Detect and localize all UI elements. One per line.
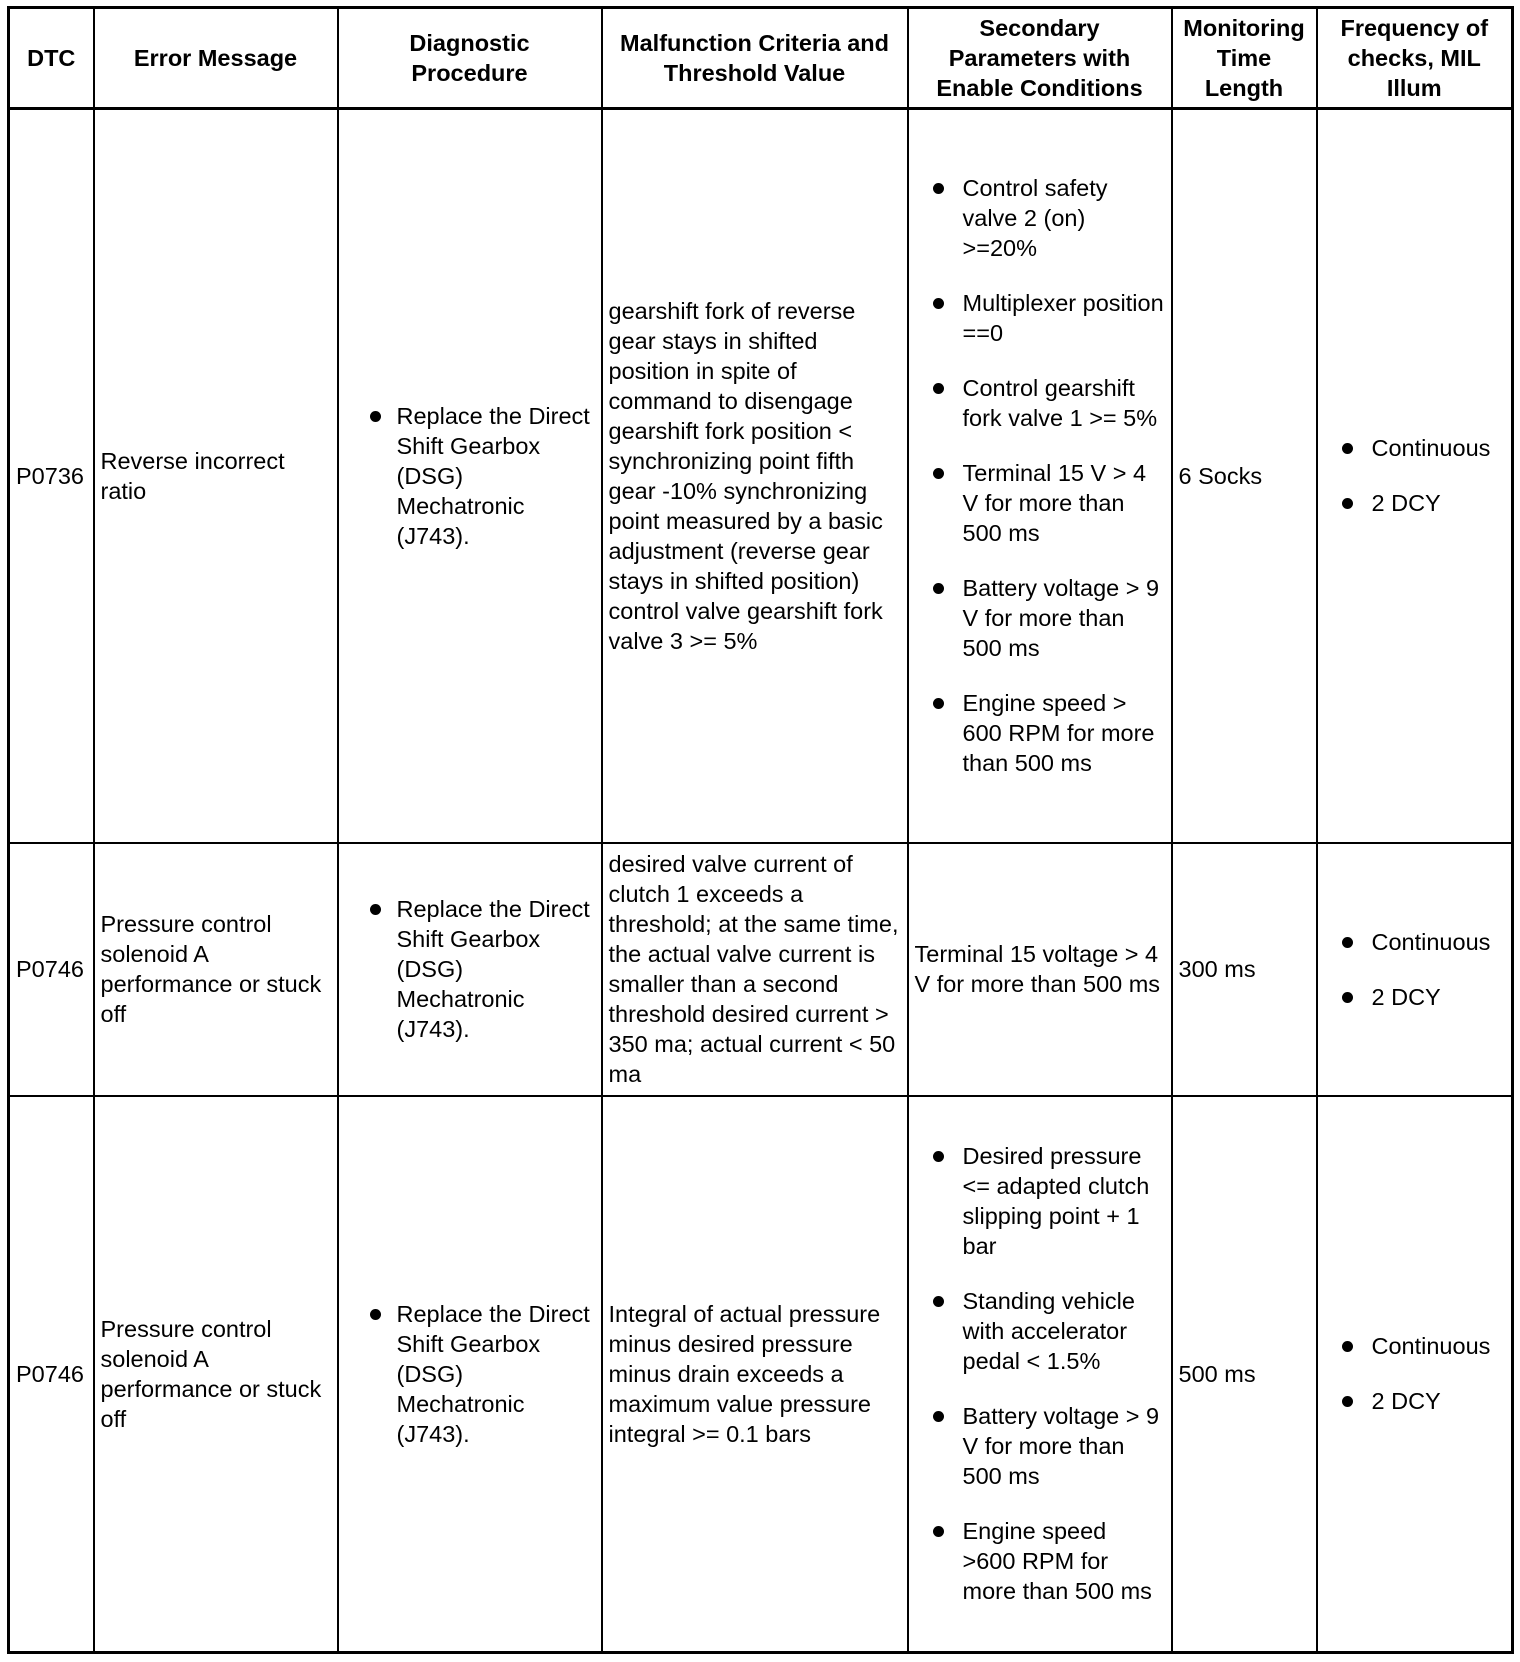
parameter-item: Standing vehicle with accelerator pedal < 1.5% <box>915 1286 1165 1376</box>
table-row <box>9 843 1513 1096</box>
secondary-parameters <box>908 1096 1172 1653</box>
header-malfunction-criteria: Malfunction Criteria and Threshold Value <box>602 8 908 109</box>
frequency-item: Continuous <box>1324 433 1506 463</box>
secondary-parameters <box>908 109 1172 843</box>
frequency-item: 2 DCY <box>1324 1386 1506 1416</box>
parameter-item: Desired pressure <= adapted clutch slipping point + 1 bar <box>915 1141 1165 1261</box>
parameter-item: Terminal 15 V > 4 V for more than 500 ms <box>915 458 1165 548</box>
parameter-item: Engine speed >600 RPM for more than 500 ms <box>915 1516 1165 1606</box>
frequency <box>1317 109 1513 843</box>
header-diagnostic-procedure: Diagnostic Procedure <box>338 8 602 109</box>
frequency <box>1317 843 1513 1096</box>
header-secondary-parameters: Secondary Parameters with Enable Conditions <box>908 8 1172 109</box>
diagnostic-procedure <box>338 843 602 1096</box>
parameter-item: Engine speed > 600 RPM for more than 500 ms <box>915 688 1165 778</box>
frequency <box>1317 1096 1513 1653</box>
monitoring-time: 6 Socks <box>1172 109 1317 843</box>
parameter-item: Control safety valve 2 (on) >=20% <box>915 173 1165 263</box>
parameter-item: Battery voltage > 9 V for more than 500 ms <box>915 573 1165 663</box>
header-error-message: Error Message <box>94 8 338 109</box>
error-message: Pressure control solenoid A performance or stuck off <box>94 1096 338 1653</box>
parameter-item: Control gearshift fork valve 1 >= 5% <box>915 373 1165 433</box>
procedure-item: Replace the Direct Shift Gearbox (DSG) Mechatronic (J743). <box>345 894 595 1044</box>
frequency-item: 2 DCY <box>1324 982 1506 1012</box>
dtc-code: P0736 <box>9 109 94 843</box>
frequency-item: Continuous <box>1324 927 1506 957</box>
frequency-item: 2 DCY <box>1324 488 1506 518</box>
table-row <box>9 109 1513 843</box>
procedure-item: Replace the Direct Shift Gearbox (DSG) Mechatronic (J743). <box>345 401 595 551</box>
header-frequency: Frequency of checks, MIL Illum <box>1317 8 1513 109</box>
header-row <box>9 8 1513 109</box>
parameter-item: Battery voltage > 9 V for more than 500 ms <box>915 1401 1165 1491</box>
dtc-code: P0746 <box>9 843 94 1096</box>
frequency-item: Continuous <box>1324 1331 1506 1361</box>
error-message: Pressure control solenoid A performance or stuck off <box>94 843 338 1096</box>
procedure-item: Replace the Direct Shift Gearbox (DSG) Mechatronic (J743). <box>345 1299 595 1449</box>
header-dtc: DTC <box>9 8 94 109</box>
diagnostic-procedure <box>338 109 602 843</box>
monitoring-time: 500 ms <box>1172 1096 1317 1653</box>
malfunction-criteria: gearshift fork of reverse gear stays in shifted position in spite of command to disengage gearshift fork position < synchronizing point fifth gear -10% synchronizing point measured by a basic adjustment (reverse gear stays in shifted position) control valve gearshift fork valve 3 >= 5% <box>602 109 908 843</box>
table-row <box>9 1096 1513 1653</box>
monitoring-time: 300 ms <box>1172 843 1317 1096</box>
parameter-item: Multiplexer position ==0 <box>915 288 1165 348</box>
diagnostic-procedure <box>338 1096 602 1653</box>
malfunction-criteria: desired valve current of clutch 1 exceeds a threshold; at the same time, the actual valve current is smaller than a second threshold desired current > 350 ma; actual current < 50 ma <box>602 843 908 1096</box>
secondary-parameters: Terminal 15 voltage > 4 V for more than 500 ms <box>908 843 1172 1096</box>
dtc-table <box>7 6 1514 1654</box>
malfunction-criteria: Integral of actual pressure minus desired pressure minus drain exceeds a maximum value pressure integral >= 0.1 bars <box>602 1096 908 1653</box>
error-message: Reverse incorrect ratio <box>94 109 338 843</box>
header-monitoring-time: Monitoring Time Length <box>1172 8 1317 109</box>
dtc-code: P0746 <box>9 1096 94 1653</box>
